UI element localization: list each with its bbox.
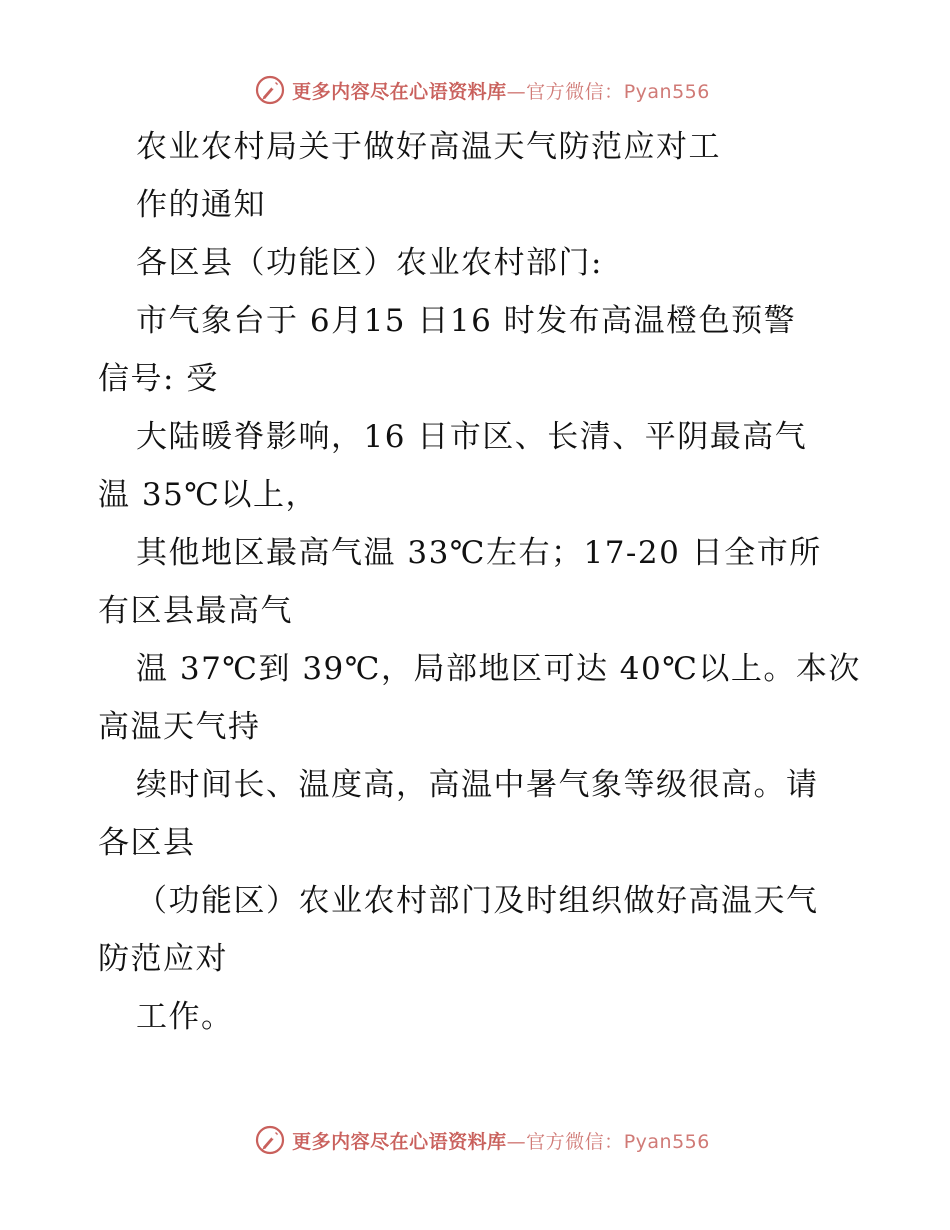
watermark-separator: — bbox=[506, 80, 527, 103]
text-line: （功能区）农业农村部门及时组织做好高温天气 bbox=[136, 883, 819, 919]
watermark-wechat-id: Pyan556 bbox=[623, 1130, 710, 1153]
watermark-main: 更多内容尽在心语资料库 bbox=[292, 1130, 507, 1153]
watermark-suffix: 官方微信： bbox=[526, 1130, 624, 1153]
text-line: 防范应对 bbox=[98, 941, 228, 977]
watermark-main: 更多内容尽在心语资料库 bbox=[292, 80, 507, 103]
text-line: 其他地区最高气温 33℃左右；17-20 日全市所 bbox=[136, 535, 822, 571]
text-line: 温 37℃到 39℃，局部地区可达 40℃以上。本次 bbox=[136, 651, 861, 687]
text-line: 信号: 受 bbox=[98, 361, 219, 397]
watermark-text bbox=[292, 77, 710, 104]
text-line: 工作。 bbox=[136, 999, 234, 1035]
text-line: 市气象台于 6月15 日16 时发布高温橙色预警 bbox=[136, 303, 797, 339]
header-watermark bbox=[0, 72, 950, 108]
watermark-inner bbox=[254, 74, 710, 106]
text-line: 温 35℃以上， bbox=[98, 477, 318, 513]
watermark-separator: — bbox=[506, 1130, 527, 1153]
text-line: 各区县 bbox=[98, 825, 196, 861]
watermark-inner bbox=[254, 1124, 710, 1156]
text-line: 高温天气持 bbox=[98, 709, 261, 745]
quill-logo-icon bbox=[254, 1124, 286, 1156]
watermark-text bbox=[292, 1127, 710, 1154]
watermark-suffix: 官方微信： bbox=[526, 80, 624, 103]
text-line: 续时间长、温度高，高温中暑气象等级很高。请 bbox=[136, 767, 819, 803]
text-line: 作的通知 bbox=[136, 187, 266, 223]
text-line: 大陆暖脊影响，16 日市区、长清、平阴最高气 bbox=[136, 419, 808, 455]
text-line: 有区县最高气 bbox=[98, 593, 293, 629]
text-line: 各区县（功能区）农业农村部门: bbox=[136, 245, 603, 281]
watermark-wechat-id: Pyan556 bbox=[623, 80, 710, 103]
footer-watermark bbox=[0, 1122, 950, 1158]
quill-logo-icon bbox=[254, 74, 286, 106]
document-body bbox=[98, 118, 861, 1046]
text-line: 农业农村局关于做好高温天气防范应对工 bbox=[136, 129, 721, 165]
